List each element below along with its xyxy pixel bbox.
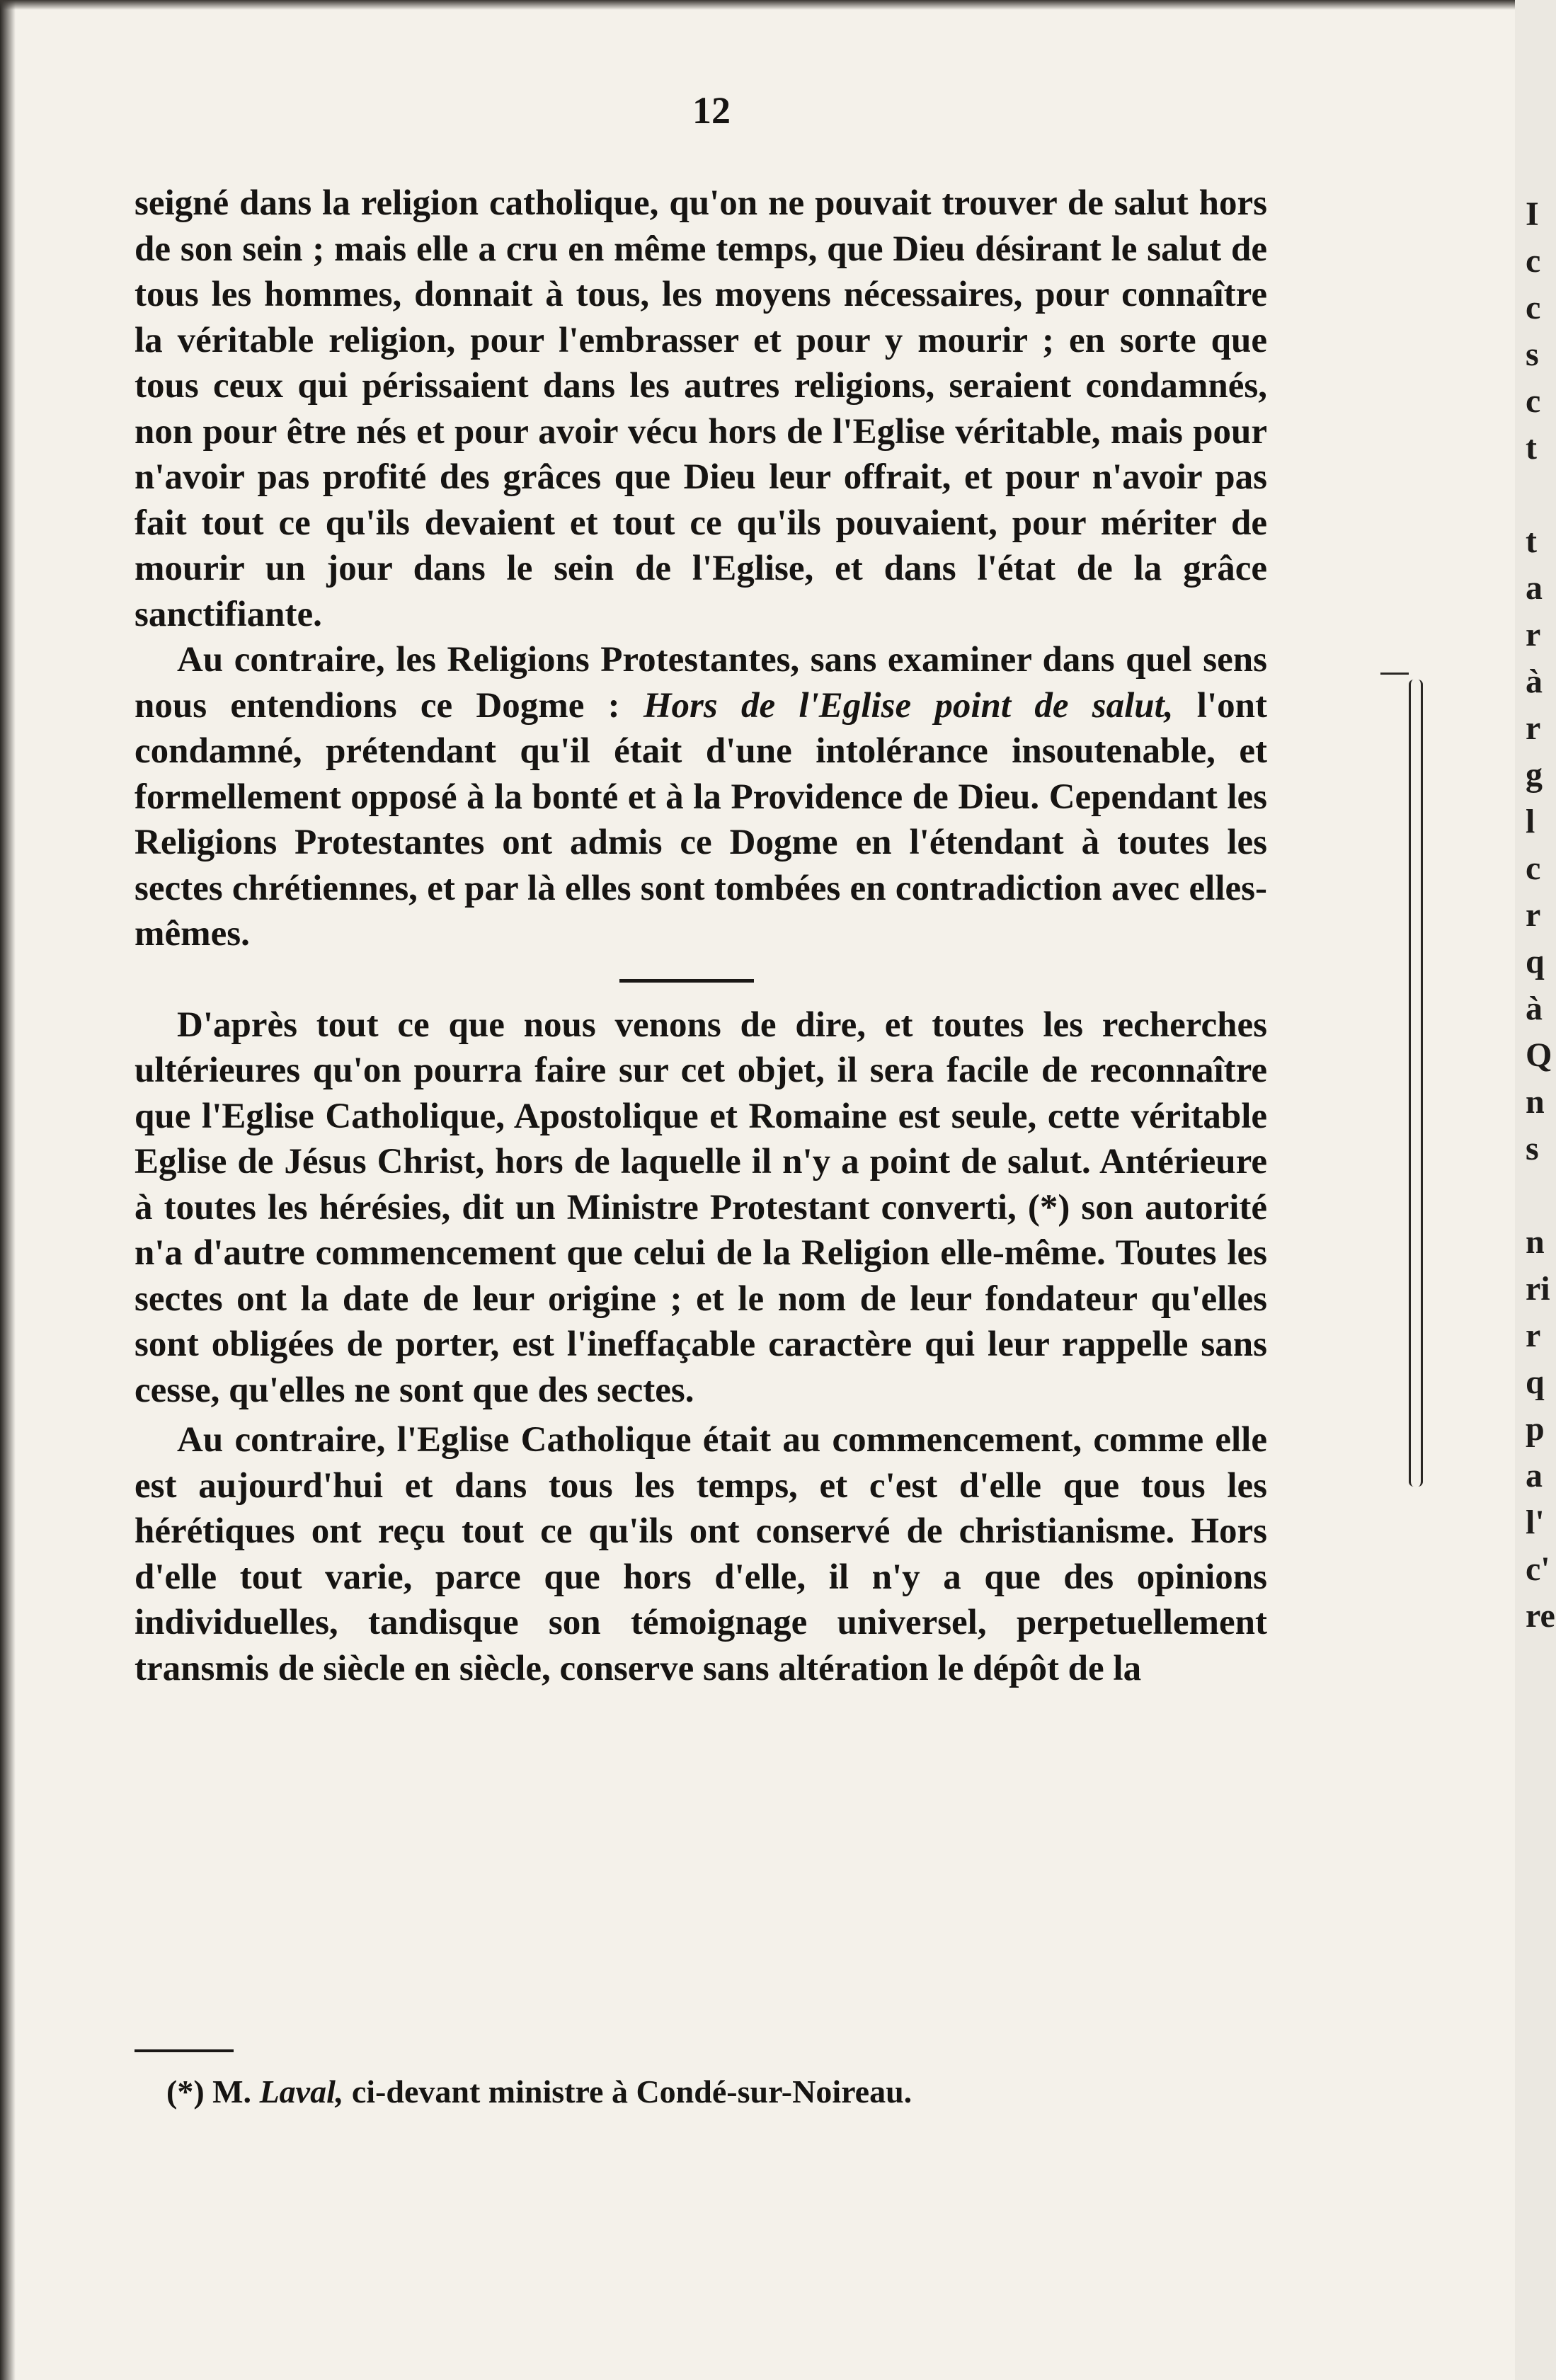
glimpse-line: à (1526, 663, 1543, 700)
paragraph-3: D'après tout ce que nous venons de dire, et toutes les recherches ultérieures qu'on pourra faire sur cet objet, il sera facile de reconnaître que l'Eglise Catholique, Apostolique et Romaine est seule, cette véritable Eglise de Jésus Christ, hors de laquelle il n'y a point de salut. Antérieure à toutes les hérésies, dit un Ministre Protestant converti, (*) son autorité n'a d'autre commencement que celui de la Religion elle-même. Toutes les sectes ont la date de leur origine ; et le nom de leur fondateur qu'elles sont obligées de porter, est l'ineffaçable caractère qui leur rappelle sans cesse, qu'elles ne sont que des sectes. (135, 1005, 1267, 1410)
glimpse-line: à (1526, 990, 1543, 1027)
section-separator-rule (619, 979, 754, 983)
glimpse-line: c' (1526, 1550, 1550, 1588)
paragraph-2-text-a: Au contraire, les Religions Protestantes, sans examiner dans quel sens nous entendions ce Dogme : (135, 640, 1267, 726)
binding-tick (1380, 673, 1409, 675)
glimpse-line: a (1526, 1457, 1543, 1494)
glimpse-line: p (1526, 1410, 1545, 1448)
footnote-name: Laval, (259, 2073, 344, 2110)
page-number: 12 (692, 89, 731, 132)
paragraph-1: seigné dans la religion catholique, qu'on ne pouvait trouver de salut hors de son sein ; mais elle a cru en même temps, que Dieu désirant le salut de tous les hommes, donnait à tous, les moyens nécessaires, pour connaître la véritable religion, pour l'embrasser et pour y mourir ; en sorte que tous ceux qui périssaient dans les autres religions, seraient condamnés, non pour être nés et pour avoir vécu hors de l'Eglise véritable, mais pour n'avoir pas profité des grâces que Dieu leur offrait, et pour n'avoir pas fait tout ce qu'ils devaient et tout ce qu'ils pouvaient, pour mériter de mourir un jour dans le sein de l'Eglise, et dans l'état de la grâce sanctifiante. (135, 183, 1267, 634)
glimpse-line: I (1526, 195, 1539, 233)
scan-shadow-top (0, 0, 1556, 10)
glimpse-line: r (1526, 1317, 1541, 1354)
glimpse-line: s (1526, 1130, 1539, 1167)
footnote-rule (135, 2049, 234, 2052)
glimpse-line: r (1526, 709, 1541, 747)
glimpse-line: q (1526, 943, 1545, 980)
glimpse-line: l (1526, 803, 1535, 840)
glimpse-line: c (1526, 382, 1541, 420)
glimpse-line: re (1526, 1597, 1555, 1635)
glimpse-line: q (1526, 1363, 1545, 1401)
glimpse-line: a (1526, 569, 1543, 607)
glimpse-line: s (1526, 336, 1539, 373)
glimpse-line: n (1526, 1223, 1545, 1261)
footnote-marker: (*) M. (166, 2073, 260, 2110)
glimpse-line: ri (1526, 1270, 1550, 1308)
glimpse-line: t (1526, 429, 1537, 467)
paragraph-2-italic-dogma: Hors de l'Eglise point de salut, (643, 685, 1174, 726)
paragraph-2-text-b: l'ont condamné, prétendant qu'il était d'une intolérance insoutenable, et formellement opposé à la bonté et à la Providence de Dieu. Cependant les Religions Protestantes ont admis ce Dogme en l'étendant à toutes les sectes chrétiennes, et par là elles sont tombées en contradiction avec elles-mêmes. (135, 685, 1267, 954)
paragraph-4: Au contraire, l'Eglise Catholique était au commencement, comme elle est aujourd'hui et dans tous les temps, et c'est d'elle que tous les hérétiques ont reçu tout ce qu'ils ont conservé de christianisme. Hors d'elle tout varie, parce que hors d'elle, il n'y a que des opinions individuelles, tandisque son témoignage universel, perpetuellement transmis de siècle en siècle, conserve sans altération le dépôt de la (135, 1420, 1267, 1688)
glimpse-line: r (1526, 616, 1541, 653)
scan-shadow-left (0, 0, 16, 2380)
glimpse-line (1526, 471, 1556, 518)
glimpse-line: c (1526, 849, 1541, 887)
paragraph-2 (135, 637, 1267, 957)
next-page-glimpse (1526, 191, 1556, 1640)
body-text (135, 181, 1267, 1691)
glimpse-line (1526, 1172, 1556, 1219)
footnote (166, 2071, 1193, 2113)
glimpse-line: g (1526, 756, 1543, 794)
glimpse-line: t (1526, 522, 1537, 560)
footnote-text: ci-devant ministre à Condé-sur-Noireau. (343, 2073, 913, 2110)
glimpse-line: l' (1526, 1504, 1545, 1541)
glimpse-line: c (1526, 289, 1541, 326)
glimpse-line: Q (1526, 1036, 1552, 1074)
glimpse-line: r (1526, 896, 1541, 934)
glimpse-line: c (1526, 242, 1541, 280)
glimpse-line: n (1526, 1083, 1545, 1121)
binding-thread (1409, 680, 1423, 1487)
